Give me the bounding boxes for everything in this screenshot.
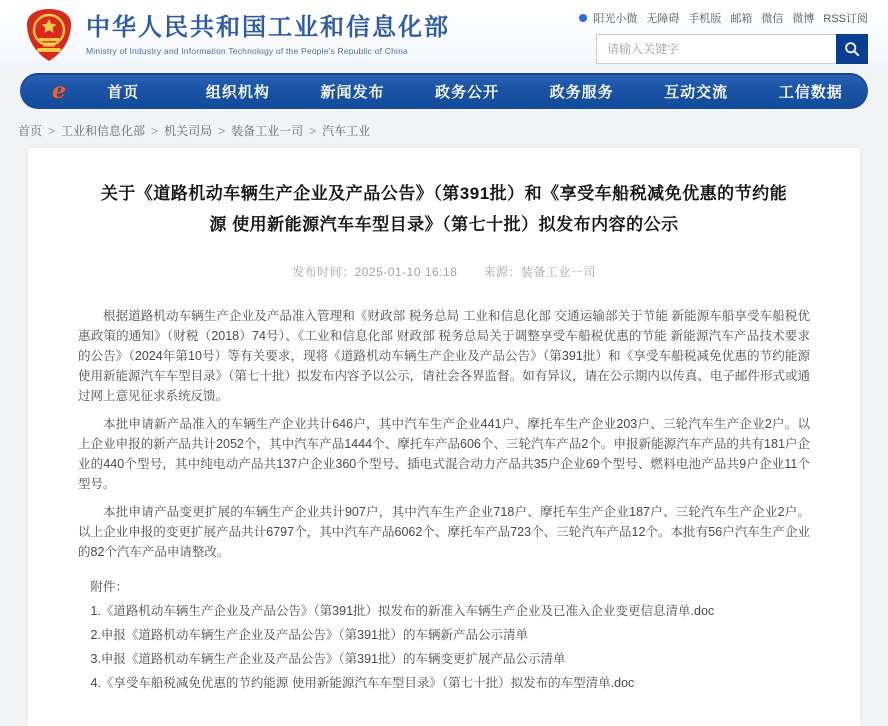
nav-item-gov-services[interactable]: 政务服务 <box>549 83 614 101</box>
main-nav <box>20 73 868 109</box>
publish-time-label: 发布时间： <box>292 264 355 279</box>
search-input[interactable] <box>596 34 836 64</box>
article-content <box>28 148 860 726</box>
attachment-link-2[interactable]: 2.申报《道路机动车辆生产企业及产品公告》（第391批）的车辆新产品公示清单 <box>90 627 529 642</box>
breadcrumb-separator: > <box>218 124 226 138</box>
nav-item-gov-openness[interactable]: 政务公开 <box>435 83 500 101</box>
attachment-link-1[interactable]: 1.《道路机动车辆生产企业及产品公告》（第391批）拟发布的新准入车辆生产企业及已准入企业变更信息清单.doc <box>90 603 715 618</box>
quick-link-mobile[interactable]: 手机版 <box>688 13 722 25</box>
nav-item-news[interactable]: 新闻发布 <box>320 83 385 101</box>
attachments-label: 附件： <box>90 579 129 594</box>
miit-e-logo-icon: e <box>52 78 66 104</box>
quick-link-rss[interactable]: RSS订阅 <box>823 13 868 25</box>
site-header <box>0 0 888 70</box>
assistant-icon <box>579 14 587 22</box>
search-button[interactable] <box>836 34 868 64</box>
nav-item-organization[interactable]: 组织机构 <box>205 83 270 101</box>
nav-item-interaction[interactable]: 互动交流 <box>664 83 729 101</box>
national-emblem-icon <box>24 8 74 62</box>
breadcrumb-miit[interactable]: 工业和信息化部 <box>61 124 146 138</box>
site-logo <box>24 8 450 62</box>
quick-link-wechat[interactable]: 微信 <box>761 13 784 25</box>
header-right <box>590 10 868 64</box>
search-icon <box>844 41 860 57</box>
article-meta <box>78 263 810 280</box>
article-body <box>78 306 810 693</box>
quick-link-accessibility[interactable]: 无障碍 <box>646 13 680 25</box>
breadcrumb <box>18 122 888 139</box>
breadcrumb-separator: > <box>151 124 159 138</box>
site-title: 中华人民共和国工业和信息化部 <box>86 14 450 42</box>
breadcrumb-auto-industry[interactable]: 汽车工业 <box>322 124 371 138</box>
breadcrumb-departments[interactable]: 机关司局 <box>164 124 213 138</box>
attachments-section <box>78 578 810 693</box>
quick-link-weibo[interactable]: 微博 <box>792 13 815 25</box>
breadcrumb-equipment-dept[interactable]: 装备工业一司 <box>231 124 304 138</box>
source-label: 来源： <box>483 264 521 279</box>
article-title: 关于《道路机动车辆生产企业及产品公告》（第391批）和《享受车船税减免优惠的节约能源 使用新能源汽车车型目录》（第七十批）拟发布内容的公示 <box>100 184 788 235</box>
publish-time: 2025-01-10 16:18 <box>354 264 458 279</box>
paragraph: 根据道路机动车辆生产企业及产品准入管理和《财政部 税务总局 工业和信息化部 交通运输部关于节能 新能源车船享受车船税优惠政策的通知》（财税（2018）74号）、《工业和信息化部 财政部 税务总局关于调整享受车船税优惠的节能 新能源汽车产品技术要求的公告》（2024年第10号）等有关要求，现将《道路机动车辆生产企业及产品公告》（第391批）和《享受车船税减免优惠的节约能源 使用新能源汽车车型目录》（第七十批）拟发布内容予以公示，请社会各界监督。如有异议，请在公示期内以传真、电子邮件形式或通过网上意见征求系统反馈。 <box>78 308 810 403</box>
breadcrumb-home[interactable]: 首页 <box>18 124 43 138</box>
nav-item-home[interactable]: 首页 <box>107 83 140 101</box>
paragraph: 本批申请产品变更扩展的车辆生产企业共计907户，其中汽车生产企业718户、摩托车生产企业187户、三轮汽车生产企业2户。以上企业申报的变更扩展产品共计6797个，其中汽车产品6062个、摩托车产品723个、三轮汽车产品12个。本批有56户汽车生产企业的82个汽车产品申请整改。 <box>78 504 810 559</box>
quick-link-mail[interactable]: 邮箱 <box>730 13 753 25</box>
site-subtitle: Ministry of Industry and Information Technology of the People's Republic of China <box>86 45 408 56</box>
quick-links <box>579 10 868 26</box>
search-box <box>596 34 868 64</box>
attachment-link-4[interactable]: 4.《享受车船税减免优惠的节约能源 使用新能源汽车车型目录》（第七十批）拟发布的车型清单.doc <box>90 675 635 690</box>
attachment-link-3[interactable]: 3.申报《道路机动车辆生产企业及产品公告》（第391批）的车辆变更扩展产品公示清单 <box>90 651 566 666</box>
breadcrumb-separator: > <box>48 124 56 138</box>
nav-item-miit-data[interactable]: 工信数据 <box>778 83 843 101</box>
paragraph: 本批申请新产品准入的车辆生产企业共计646户，其中汽车生产企业441户、摩托车生产企业203户、三轮汽车生产企业2户。以上企业申报的新产品共计2052个，其中汽车产品1444个、摩托车产品606个、三轮汽车产品2个。申报新能源汽车产品的共有181户企业的440个型号，其中纯电动产品共137户企业360个型号、插电式混合动力产品共35户企业69个型号、燃料电池产品共9户企业11个型号。 <box>78 416 810 491</box>
breadcrumb-separator: > <box>309 124 317 138</box>
quick-link-assistant[interactable]: 阳光小微 <box>593 13 638 25</box>
source-value: 装备工业一司 <box>520 264 596 279</box>
